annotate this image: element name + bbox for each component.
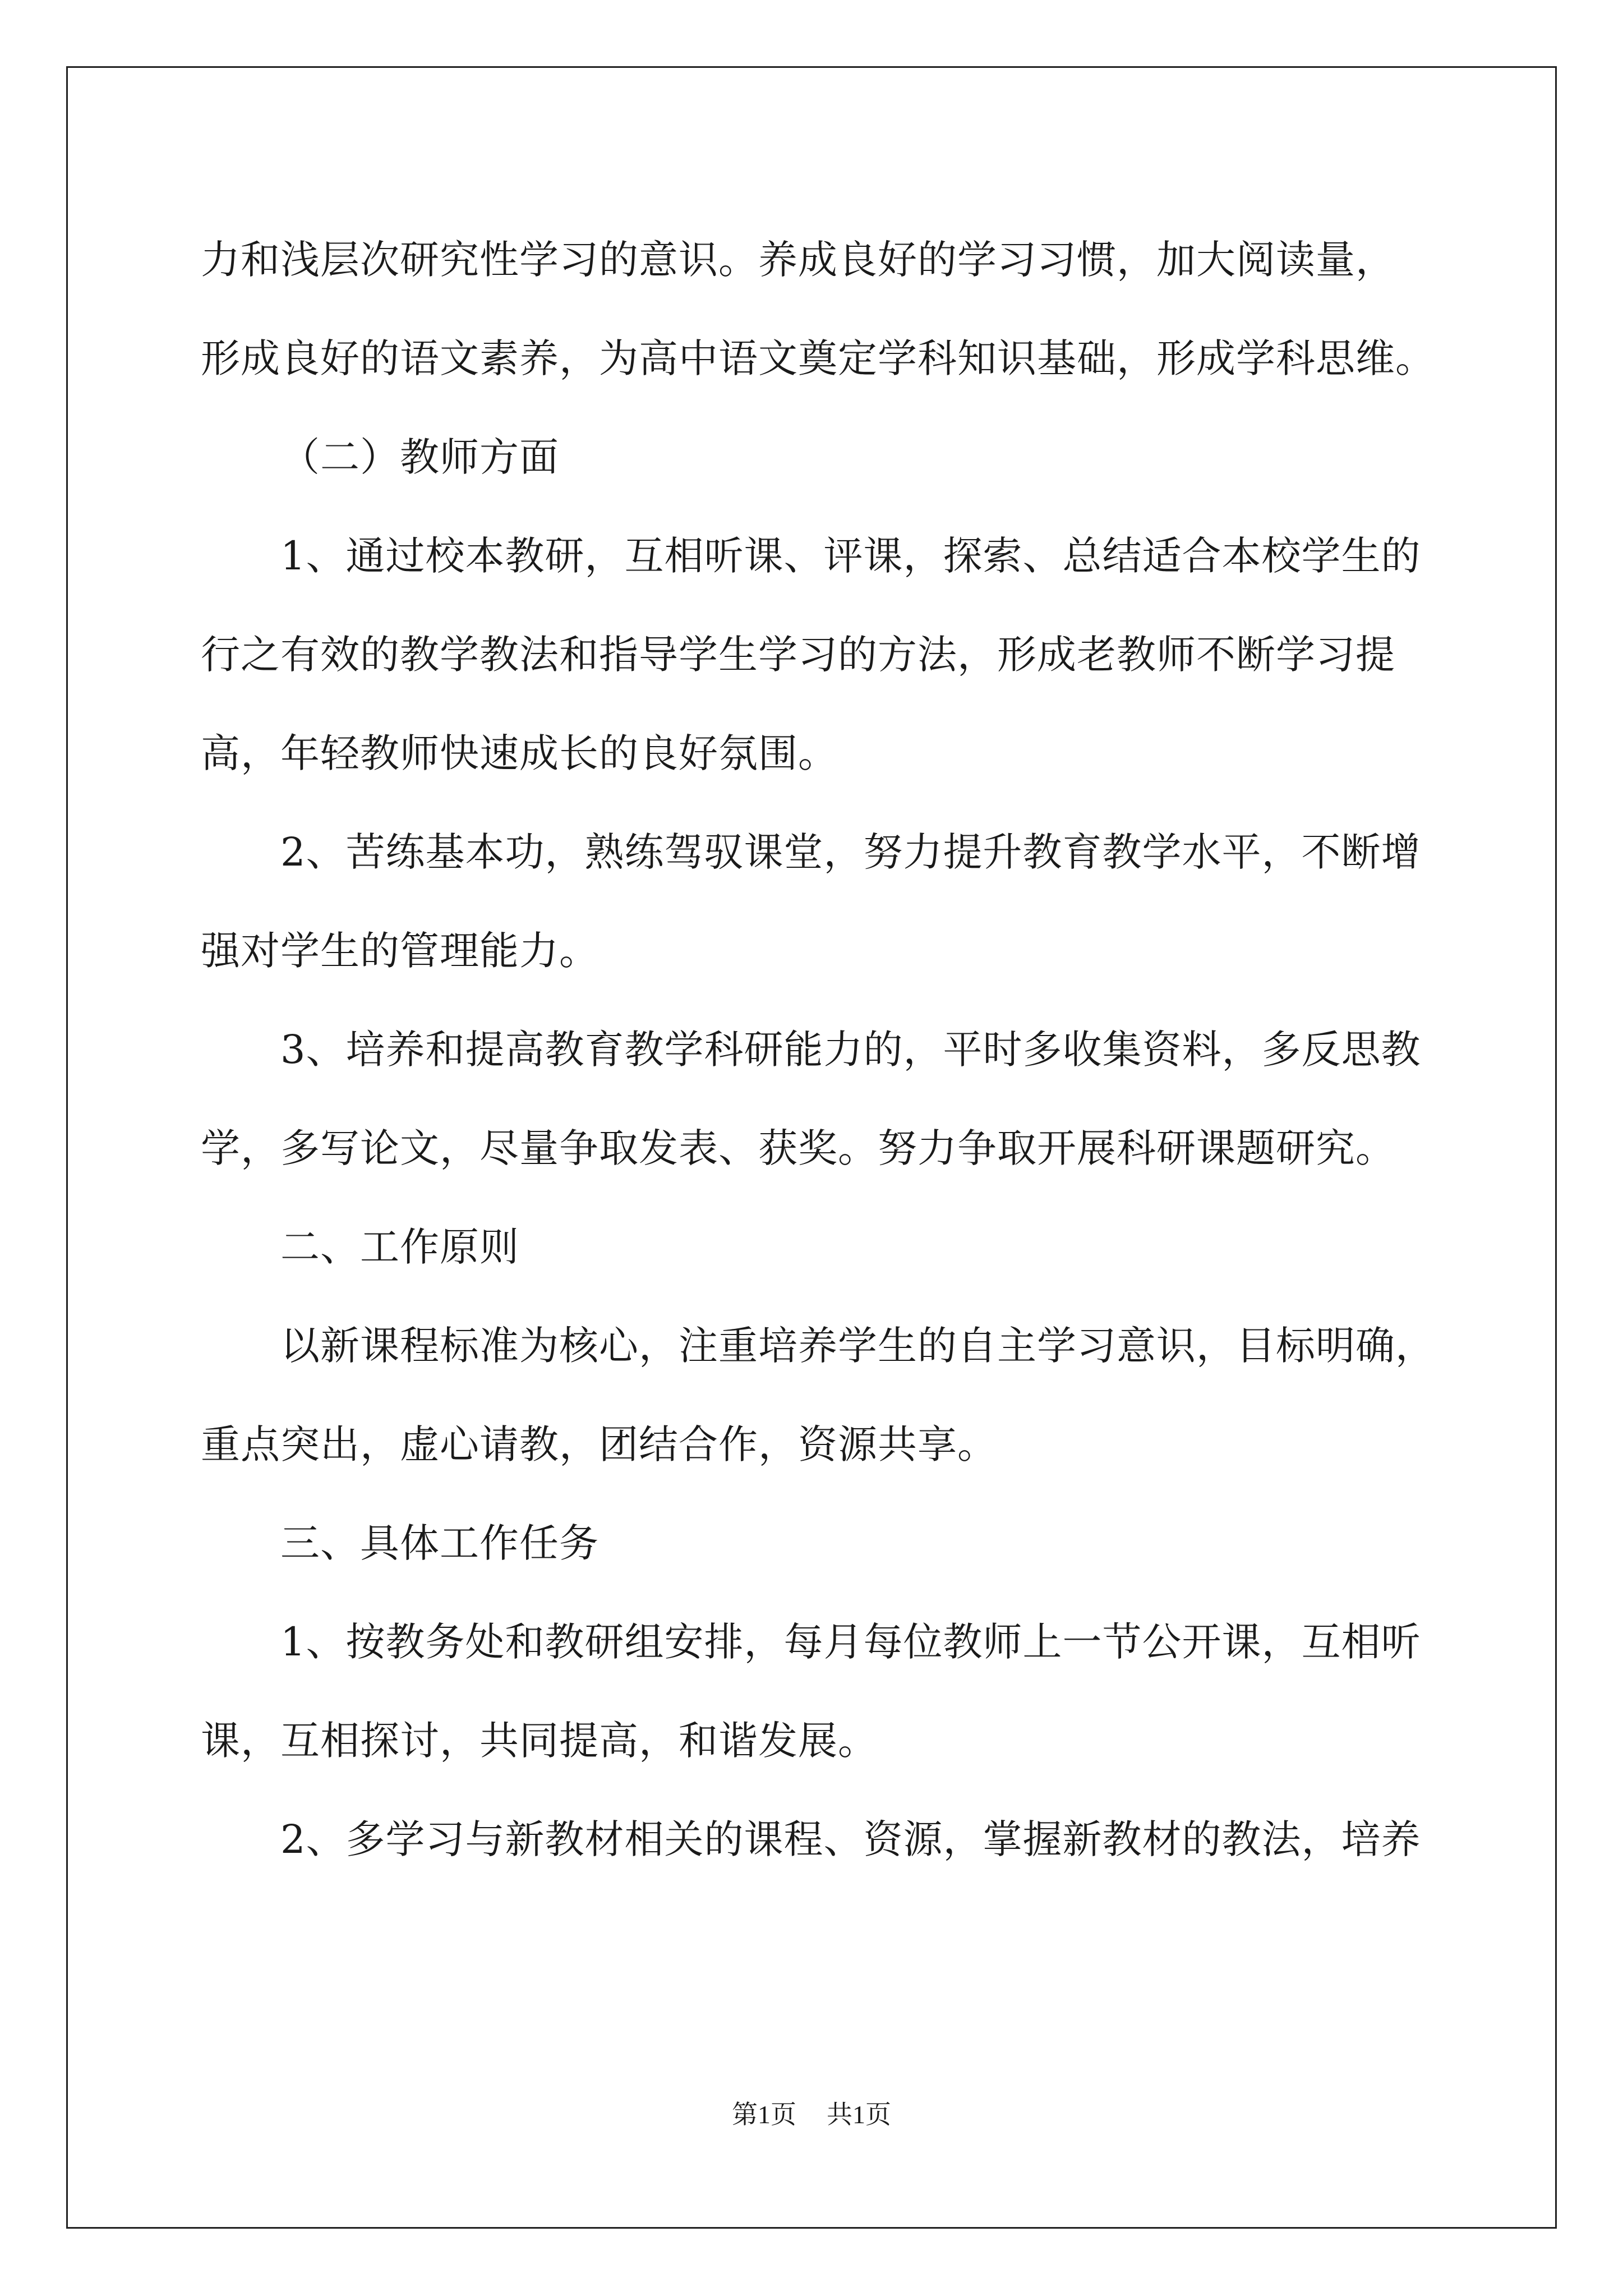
text-line: 高，年轻教师快速成长的良好氛围。: [201, 730, 838, 776]
text-line: 形成良好的语文素养，为高中语文奠定学科知识基础，形成学科思维。: [201, 335, 1435, 381]
page-total: 共1页: [827, 2100, 891, 2129]
section-heading: 三、具体工作任务: [280, 1520, 599, 1566]
text-line: 1、通过校本教研，互相听课、评课，探索、总结适合本校学生的: [280, 533, 1421, 579]
text-line: 课，互相探讨，共同提高，和谐发展。: [201, 1718, 878, 1764]
text-line: 1、按教务处和教研组安排，每月每位教师上一节公开课，互相听: [280, 1619, 1421, 1665]
section-heading: （二）教师方面: [280, 434, 559, 480]
section-heading: 二、工作原则: [280, 1224, 519, 1270]
text-line: 强对学生的管理能力。: [201, 928, 599, 974]
text-line: 2、多学习与新教材相关的课程、资源，掌握新教材的教法，培养: [280, 1816, 1421, 1862]
text-line: 重点突出，虚心请教，团结合作，资源共享。: [201, 1421, 997, 1467]
text-line: 学，多写论文，尽量争取发表、获奖。努力争取开展科研课题研究。: [201, 1125, 1395, 1171]
page-footer: [0, 2098, 1623, 2132]
text-line: 2、苦练基本功，熟练驾驭课堂，努力提升教育教学水平，不断增: [280, 829, 1421, 875]
text-line: 3、培养和提高教育教学科研能力的，平时多收集资料，多反思教: [280, 1027, 1421, 1073]
text-line: 行之有效的教学教法和指导学生学习的方法，形成老教师不断学习提: [201, 632, 1395, 678]
page-number: 第1页: [732, 2100, 796, 2129]
text-line: 力和浅层次研究性学习的意识。养成良好的学习习惯，加大阅读量，: [201, 237, 1395, 283]
text-line: 以新课程标准为核心，注重培养学生的自主学习意识，目标明确，: [280, 1323, 1435, 1369]
document-body: [201, 210, 1435, 1889]
